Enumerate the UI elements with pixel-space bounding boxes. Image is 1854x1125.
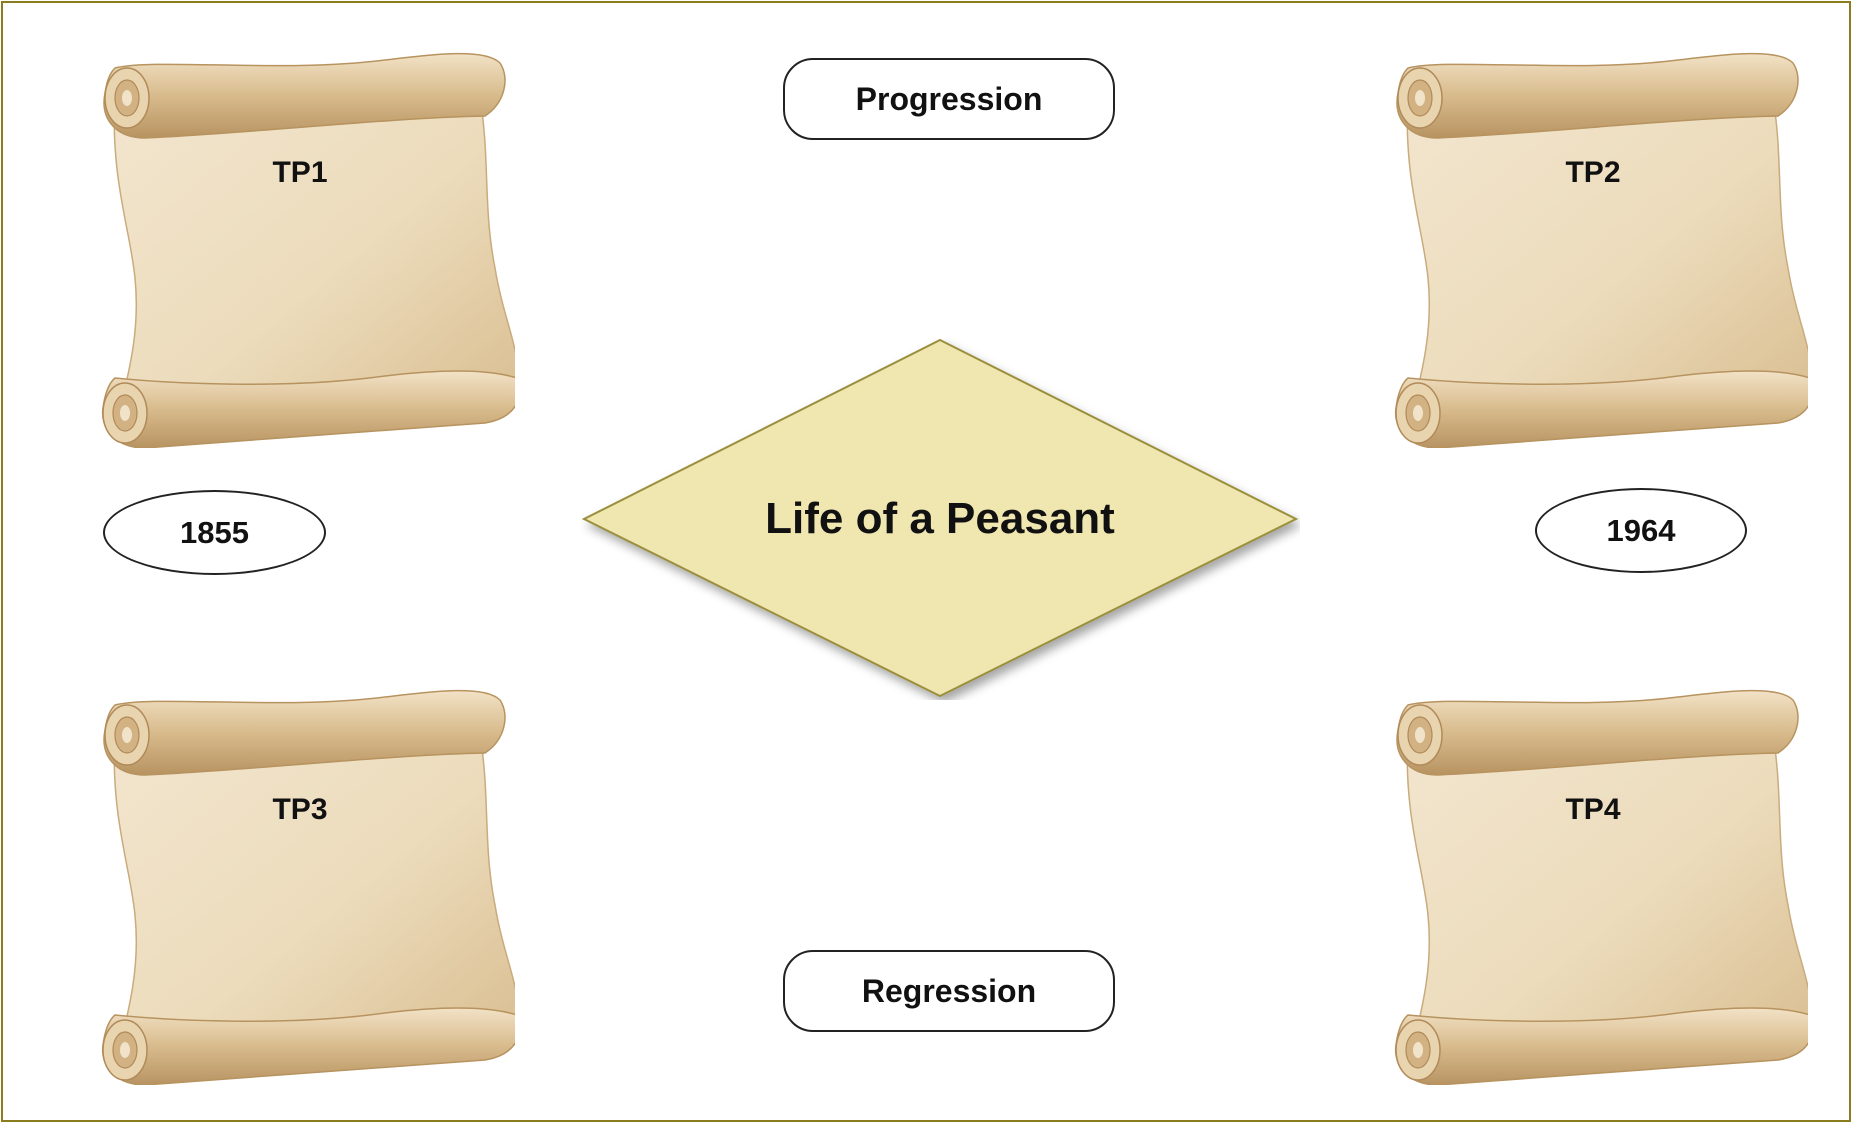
regression-box: Regression (783, 950, 1115, 1032)
scroll-label-tp2: TP2 (1565, 156, 1621, 189)
center-diamond (580, 338, 1300, 700)
scroll-tp1 (85, 38, 515, 448)
scroll-label-tp1: TP1 (272, 156, 328, 189)
scroll-tp2 (1378, 38, 1808, 448)
scroll-label-tp3: TP3 (272, 793, 328, 826)
scroll-icon (1378, 675, 1808, 1085)
scroll-icon (85, 38, 515, 448)
progression-box: Progression (783, 58, 1115, 140)
scroll-icon (1378, 38, 1808, 448)
scroll-label-tp4: TP4 (1565, 793, 1621, 826)
year-right-oval: 1964 (1535, 488, 1747, 573)
scroll-tp4 (1378, 675, 1808, 1085)
scroll-tp3 (85, 675, 515, 1085)
center-label: Life of a Peasant (765, 494, 1115, 543)
scroll-icon (85, 675, 515, 1085)
year-left-oval: 1855 (103, 490, 326, 575)
